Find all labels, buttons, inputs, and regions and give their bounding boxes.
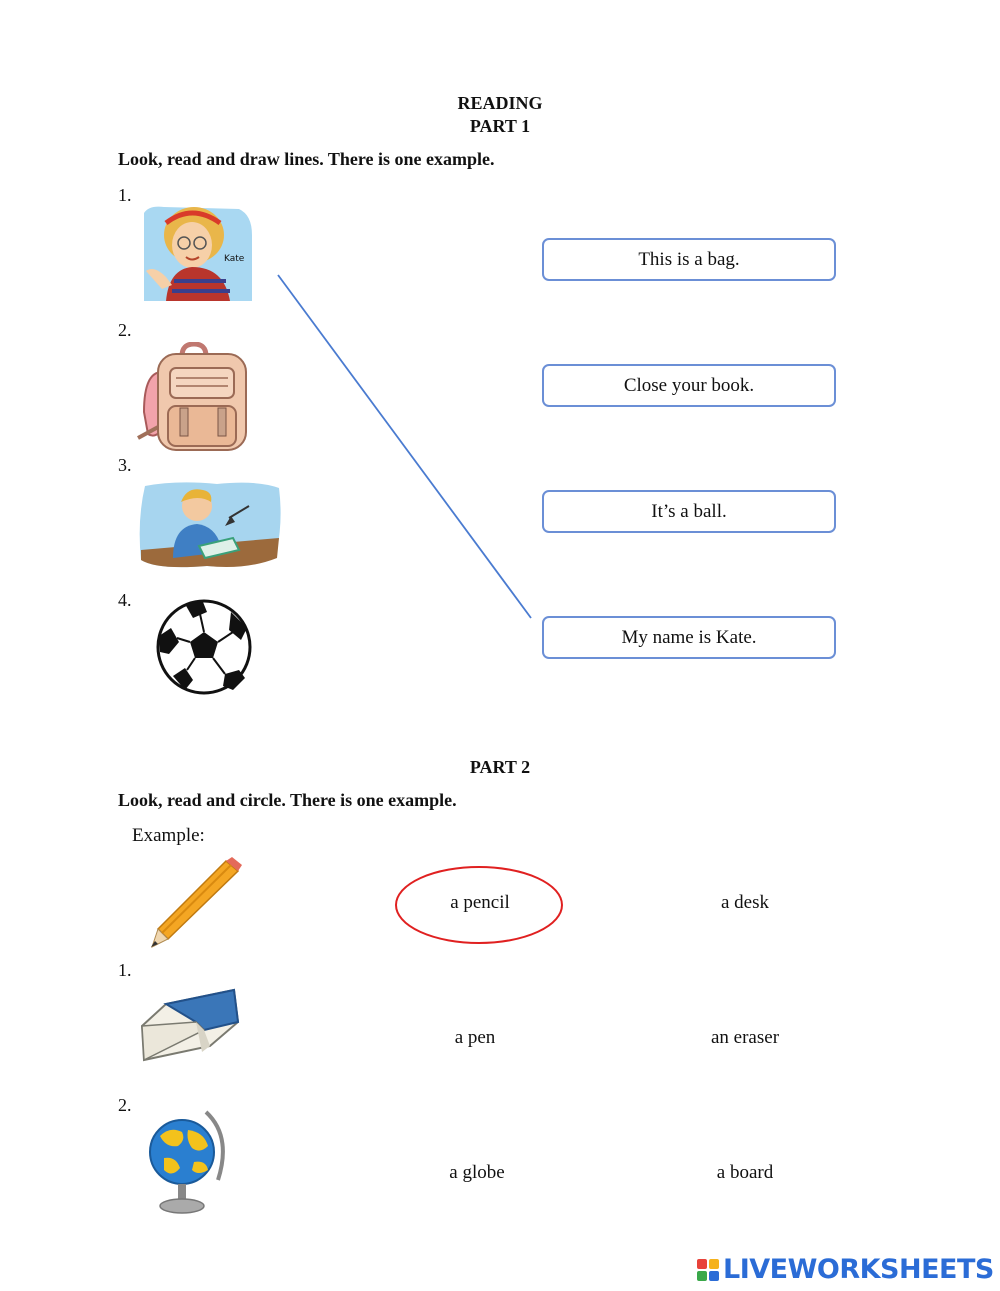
- sentence-box[interactable]: [542, 490, 836, 533]
- liveworksheets-logo: [697, 1254, 994, 1285]
- part2-instruction: Look, read and circle. There is one example.: [118, 790, 457, 810]
- sentence-box[interactable]: [542, 616, 836, 659]
- option-a-pen[interactable]: a pen: [454, 1027, 496, 1048]
- item-number: 3.: [118, 455, 132, 475]
- option-a-globe[interactable]: a globe: [449, 1162, 505, 1183]
- sentence-text: Close your book.: [623, 374, 755, 396]
- logo-text: LIVEWORKSHEETS: [723, 1254, 994, 1285]
- item-number: 1.: [118, 185, 132, 205]
- logo-blocks-icon: [697, 1259, 719, 1281]
- eraser-icon: [136, 982, 244, 1068]
- sentence-box[interactable]: [542, 364, 836, 407]
- item-number: 2.: [118, 1095, 132, 1115]
- option-an-eraser[interactable]: an eraser: [710, 1027, 780, 1048]
- sentence-box[interactable]: [542, 238, 836, 281]
- sentence-text: It’s a ball.: [651, 500, 727, 522]
- sentence-text: This is a bag.: [638, 248, 740, 270]
- globe-icon: [142, 1106, 232, 1218]
- section-title: READING: [457, 93, 543, 113]
- kate-label: Kate: [224, 254, 245, 264]
- pencil-icon: [146, 855, 246, 951]
- part2-title: PART 2: [469, 757, 531, 777]
- sentence-text: My name is Kate.: [621, 626, 757, 648]
- part1-instruction: Look, read and draw lines. There is one example.: [118, 149, 495, 169]
- item-number: 2.: [118, 320, 132, 340]
- example-label: Example:: [132, 825, 205, 846]
- item-number: 4.: [118, 590, 132, 610]
- option-a-desk[interactable]: a desk: [720, 892, 769, 913]
- example-answer-circle: [393, 864, 565, 946]
- part1-title: PART 1: [469, 116, 531, 136]
- option-a-pencil[interactable]: a pencil: [450, 892, 510, 913]
- option-a-board[interactable]: a board: [716, 1162, 774, 1183]
- item-number: 1.: [118, 960, 132, 980]
